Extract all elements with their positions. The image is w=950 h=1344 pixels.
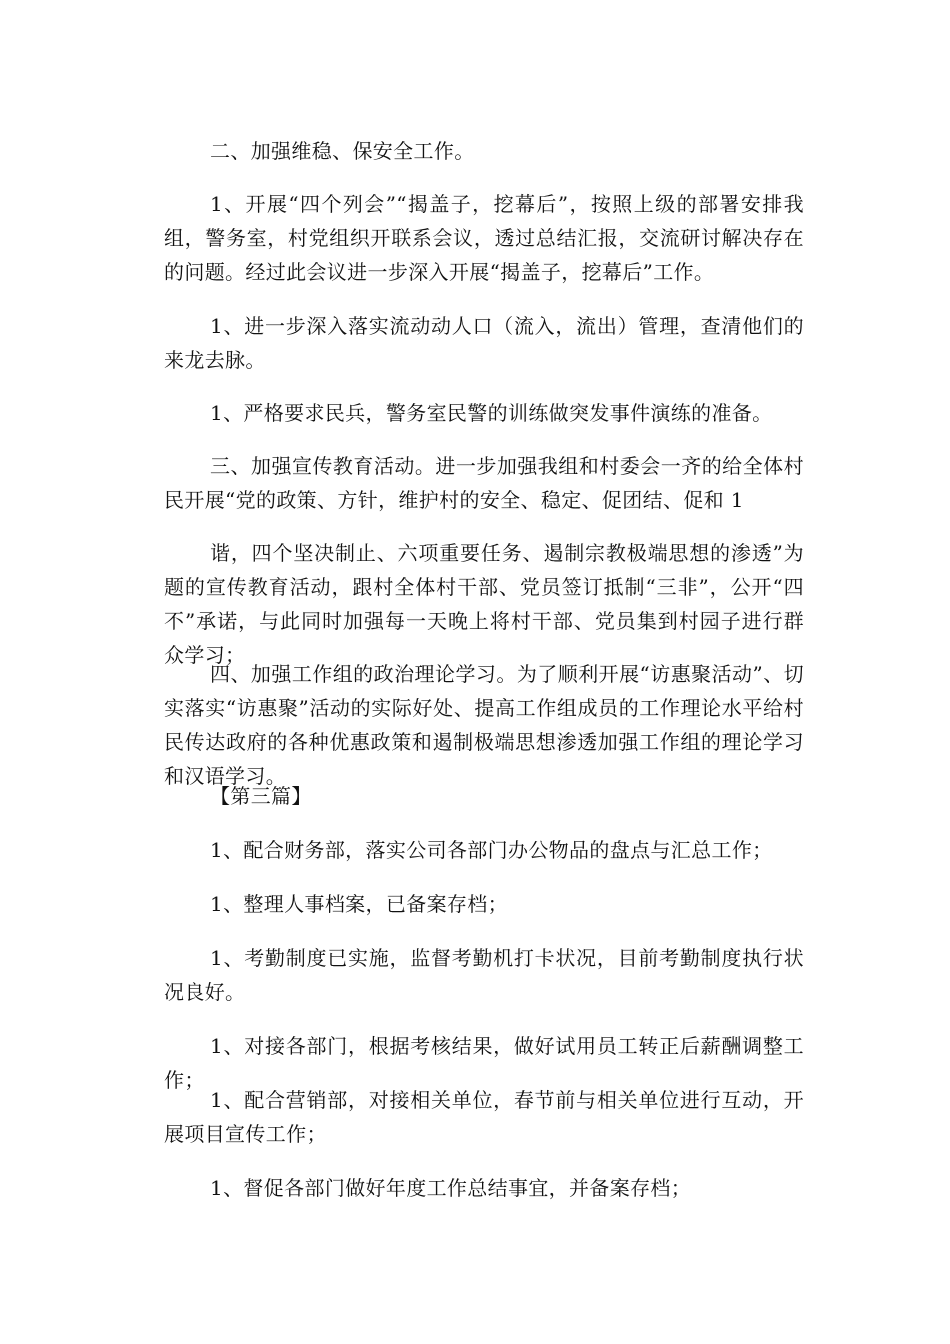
paragraph-item: 1、督促各部门做好年度工作总结事宜，并备案存档； (210, 1176, 692, 1200)
paragraph-heading-3: 三、加强宣传教育活动。进一步加强我组和村委会一齐的给全体村民开展“党的政策、方针，维护村的安全、稳定、促团结、促和 1 (164, 454, 804, 512)
paragraph-heading-2: 二、加强维稳、保安全工作。 (210, 139, 475, 163)
paragraph-heading-4: 四、加强工作组的政治理论学习。为了顺利开展“访惠聚活动”、切实落实“访惠聚”活动的实际好处、提高工作组成员的工作理论水平给村民传达政府的各种优惠政策和遏制极端思想渗透加强工作组的理论学习和汉语学习。 (164, 662, 804, 788)
paragraph-item: 1、考勤制度已实施，监督考勤机打卡状况，目前考勤制度执行状况良好。 (164, 946, 804, 1004)
paragraph-continuation: 谐，四个坚决制止、六项重要任务、遏制宗教极端思想的渗透”为题的宣传教育活动，跟村全体村干部、党员签订抵制“三非”，公开“四不”承诺，与此同时加强每一天晚上将村干部、党员集到村园子进行群众学习； (164, 541, 804, 667)
paragraph-item: 1、对接各部门，根据考核结果，做好试用员工转正后薪酬调整工作； (164, 1034, 804, 1092)
paragraph-item: 1、开展“四个列会”“揭盖子，挖幕后”，按照上级的部署安排我组，警务室，村党组织开联系会议，透过总结汇报，交流研讨解决存在的问题。经过此会议进一步深入开展“揭盖子，挖幕后”工作。 (164, 192, 804, 284)
paragraph-item: 1、配合营销部，对接相关单位，春节前与相关单位进行互动，开展项目宣传工作； (164, 1088, 804, 1146)
paragraph-item: 1、进一步深入落实流动动人口（流入，流出）管理，查清他们的来龙去脉。 (164, 314, 804, 372)
paragraph-item: 1、配合财务部，落实公司各部门办公物品的盘点与汇总工作； (210, 838, 773, 862)
paragraph-item: 1、整理人事档案，已备案存档； (210, 892, 508, 916)
paragraph-item: 1、严格要求民兵，警务室民警的训练做突发事件演练的准备。 (210, 401, 773, 425)
section-title: 【第三篇】 (210, 784, 312, 808)
